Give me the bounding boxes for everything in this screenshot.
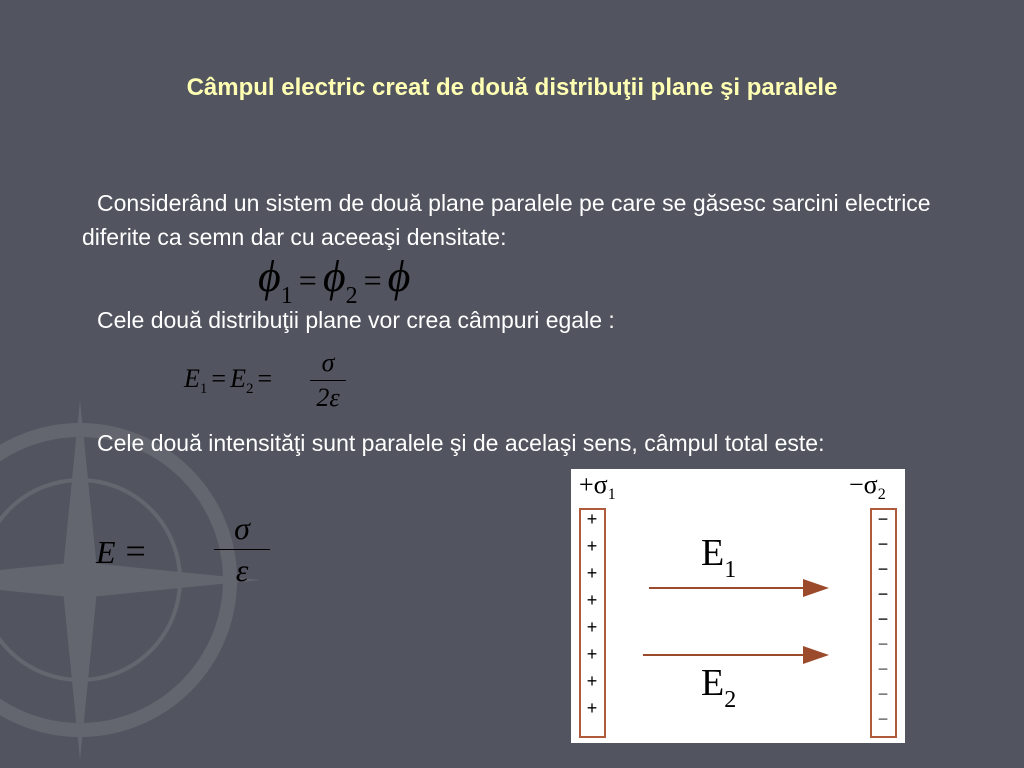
minus-sign: − xyxy=(877,559,889,579)
plus-sign: + xyxy=(586,698,598,718)
field-symbol: E xyxy=(230,364,246,393)
right-plate-label: $-\sigma_2$ xyxy=(849,470,886,503)
minus-sign: − xyxy=(877,534,889,554)
plus-sign: + xyxy=(586,563,598,583)
field-e1-label: $E_1$ xyxy=(701,532,737,583)
subscript-1: 1 xyxy=(199,381,208,397)
plus-sign: + xyxy=(586,644,598,664)
fraction-bar xyxy=(214,549,270,550)
paragraph-planes-description: Considerând un sistem de două plane paralele pe care se găsesc sarcini electrice diferite ca semn dar cu aceeaşi densitate: xyxy=(82,190,931,250)
paragraph-equal-fields: Cele două distribuţii plane vor crea câmpuri egale : xyxy=(97,307,615,333)
fraction-bar xyxy=(310,380,346,381)
phi-symbol: ϕ xyxy=(387,252,411,301)
subscript-1: 1 xyxy=(280,283,293,309)
fraction xyxy=(214,510,270,589)
equation-lhs xyxy=(184,364,276,398)
left-plate-label: $+\sigma_1$ xyxy=(579,470,616,503)
plus-sign: + xyxy=(586,509,598,529)
equals-sign: = xyxy=(298,262,317,298)
minus-sign: − xyxy=(877,634,889,654)
equals-sign: = xyxy=(211,364,227,393)
fraction-numerator: σ xyxy=(234,510,250,546)
subscript-2: 2 xyxy=(245,381,254,397)
plus-sign: + xyxy=(586,617,598,637)
field-symbol: E xyxy=(96,534,116,570)
parallel-plates-figure xyxy=(571,469,905,743)
paragraph-total-field: Cele două intensităţi sunt paralele şi de acelaşi sens, câmpul total este: xyxy=(97,430,825,456)
field-e2-label: $E_2$ xyxy=(701,662,737,713)
equals-sign: = xyxy=(363,262,382,298)
slide-title: Câmpul electric creat de două distribuţii plane şi paralele xyxy=(186,74,838,101)
minus-sign: − xyxy=(877,659,889,679)
phi-symbol: ϕ xyxy=(258,252,281,301)
equals-sign: = xyxy=(125,531,146,571)
field-symbol: E xyxy=(184,364,200,393)
equation-lhs xyxy=(96,530,156,572)
minus-sign: − xyxy=(877,709,889,729)
fraction-denominator: 2ε xyxy=(316,383,340,412)
subscript-2: 2 xyxy=(345,283,358,309)
field-e1-arrowhead-icon xyxy=(803,579,829,597)
minus-sign: − xyxy=(877,509,889,529)
fraction-numerator: σ xyxy=(321,348,335,377)
plus-sign: + xyxy=(586,671,598,691)
fraction-denominator: ε xyxy=(235,552,249,588)
field-e2-arrowhead-icon xyxy=(803,646,829,664)
minus-sign: − xyxy=(877,684,889,704)
fraction xyxy=(310,348,346,413)
negative-charges xyxy=(878,509,889,729)
equals-sign: = xyxy=(257,364,273,393)
parallel-plates-diagram xyxy=(571,469,905,743)
minus-sign: − xyxy=(877,584,889,604)
plus-sign: + xyxy=(586,590,598,610)
minus-sign: − xyxy=(877,609,889,629)
plus-sign: + xyxy=(586,536,598,556)
phi-symbol: ϕ xyxy=(322,252,346,301)
